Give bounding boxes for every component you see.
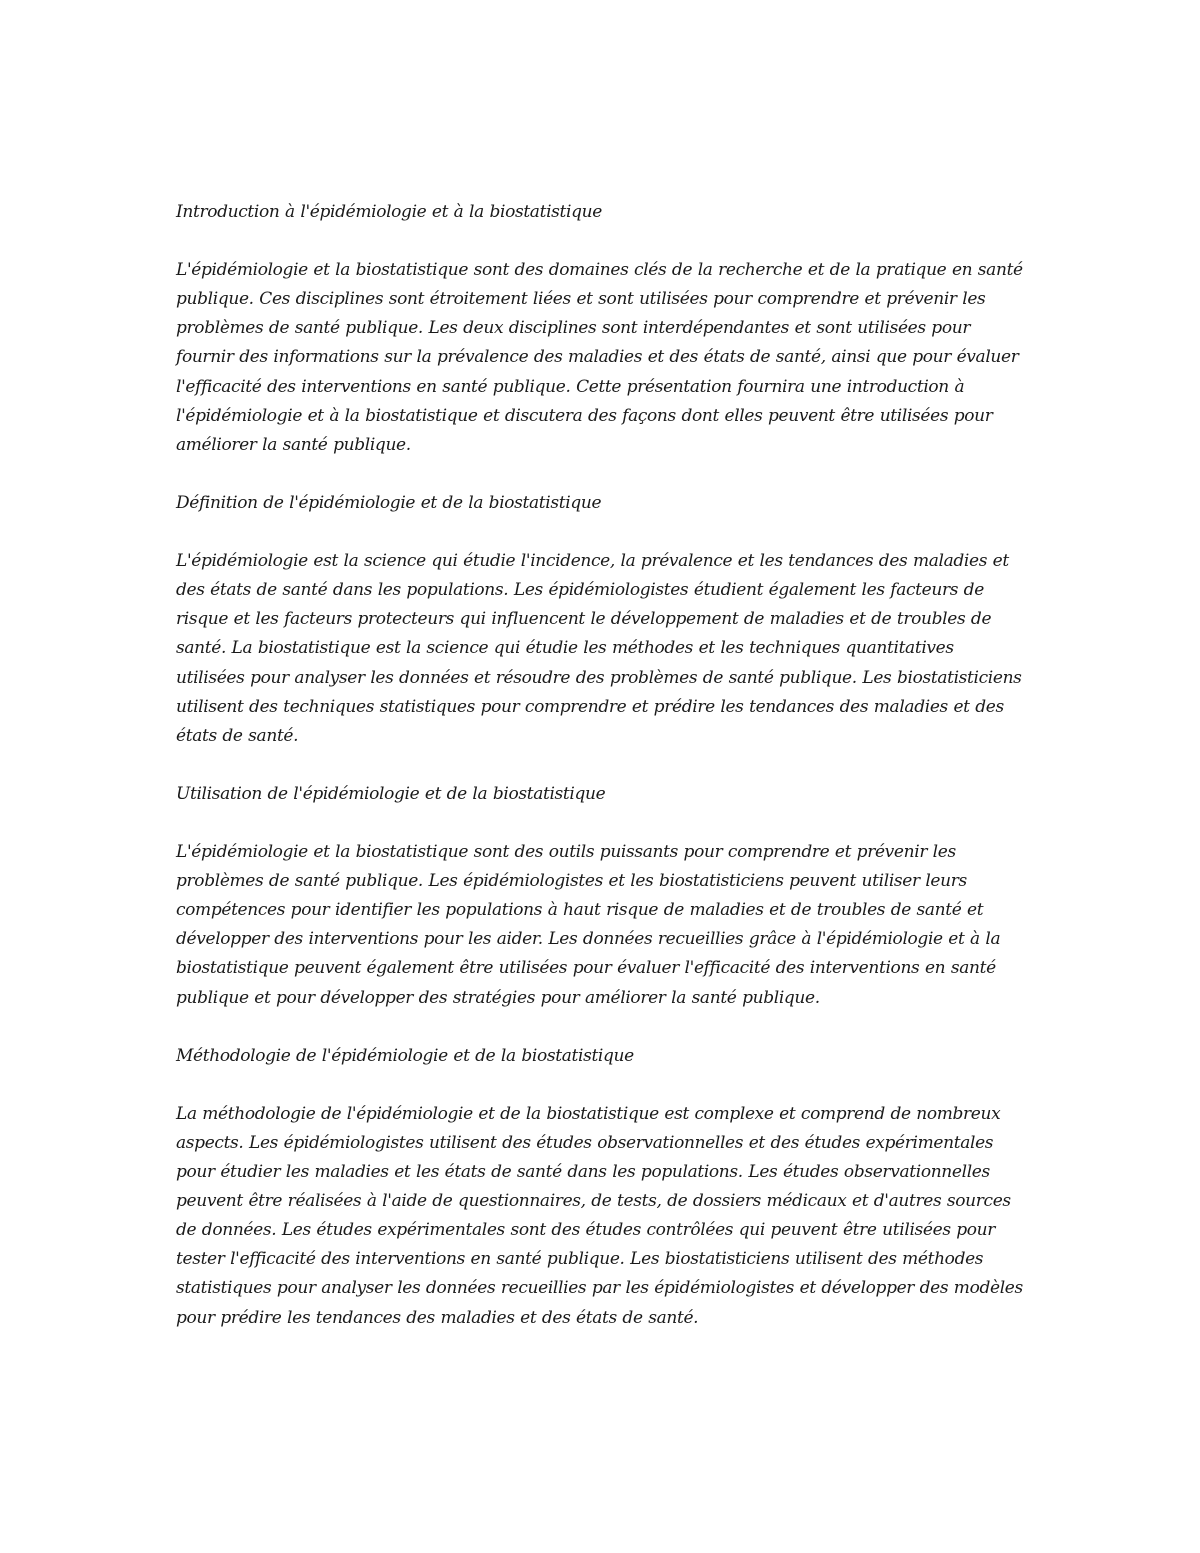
section-paragraph-definition: L'épidémiologie est la science qui étudie l'incidence, la prévalence et les tendances des maladies et des états de santé dans les populations. Les épidémiologistes étudient également les facteurs de risque et les facteurs protecteurs qui influencent le développement de maladies et de troubles de santé. La biostatistique est la science qui étudie les méthodes et les techniques quantitatives utilisées pour analyser les données et résoudre des problèmes de santé publique. Les biostatisticiens utilisent des techniques statistiques pour comprendre et prédire les tendances des maladies et des états de santé. <box>176 551 1022 746</box>
section-heading-definition: Définition de l'épidémiologie et de la biostatistique <box>176 492 602 513</box>
section-paragraph-introduction: L'épidémiologie et la biostatistique sont des domaines clés de la recherche et de la pratique en santé publique. Ces disciplines sont étroitement liées et sont utilisées pour comprendre et prévenir les problèmes de santé publique. Les deux disciplines sont interdépendantes et sont utilisées pour fournir des informations sur la prévalence des maladies et des états de santé, ainsi que pour évaluer l'efficacité des interventions en santé publique. Cette présentation fournira une introduction à l'épidémiologie et à la biostatistique et discutera des façons dont elles peuvent être utilisées pour améliorer la santé publique. <box>176 260 1023 455</box>
section-paragraph-methodologie: La méthodologie de l'épidémiologie et de la biostatistique est complexe et comprend de nombreux aspects. Les épidémiologistes utilisent des études observationnelles et des études expérimentales pour étudier les maladies et les états de santé dans les populations. Les études observationnelles peuvent être réalisées à l'aide de questionnaires, de tests, de dossiers médicaux et d'autres sources de données. Les études expérimentales sont des études contrôlées qui peuvent être utilisées pour tester l'efficacité des interventions en santé publique. Les biostatisticiens utilisent des méthodes statistiques pour analyser les données recueillies par les épidémiologistes et développer des modèles pour prédire les tendances des maladies et des états de santé. <box>176 1103 1023 1328</box>
section-heading-methodologie: Méthodologie de l'épidémiologie et de la biostatistique <box>176 1045 634 1066</box>
section-paragraph-utilisation: L'épidémiologie et la biostatistique sont des outils puissants pour comprendre et prévenir les problèmes de santé publique. Les épidémiologistes et les biostatisticiens peuvent utiliser leurs compétences pour identifier les populations à haut risque de maladies et de troubles de santé et développer des interventions pour les aider. Les données recueillies grâce à l'épidémiologie et à la biostatistique peuvent également être utilisées pour évaluer l'efficacité des interventions en santé publique et pour développer des stratégies pour améliorer la santé publique. <box>176 842 1001 1008</box>
document-body <box>176 198 1026 1362</box>
section-heading-utilisation: Utilisation de l'épidémiologie et de la biostatistique <box>176 783 606 804</box>
section-heading-introduction: Introduction à l'épidémiologie et à la biostatistique <box>176 202 602 222</box>
